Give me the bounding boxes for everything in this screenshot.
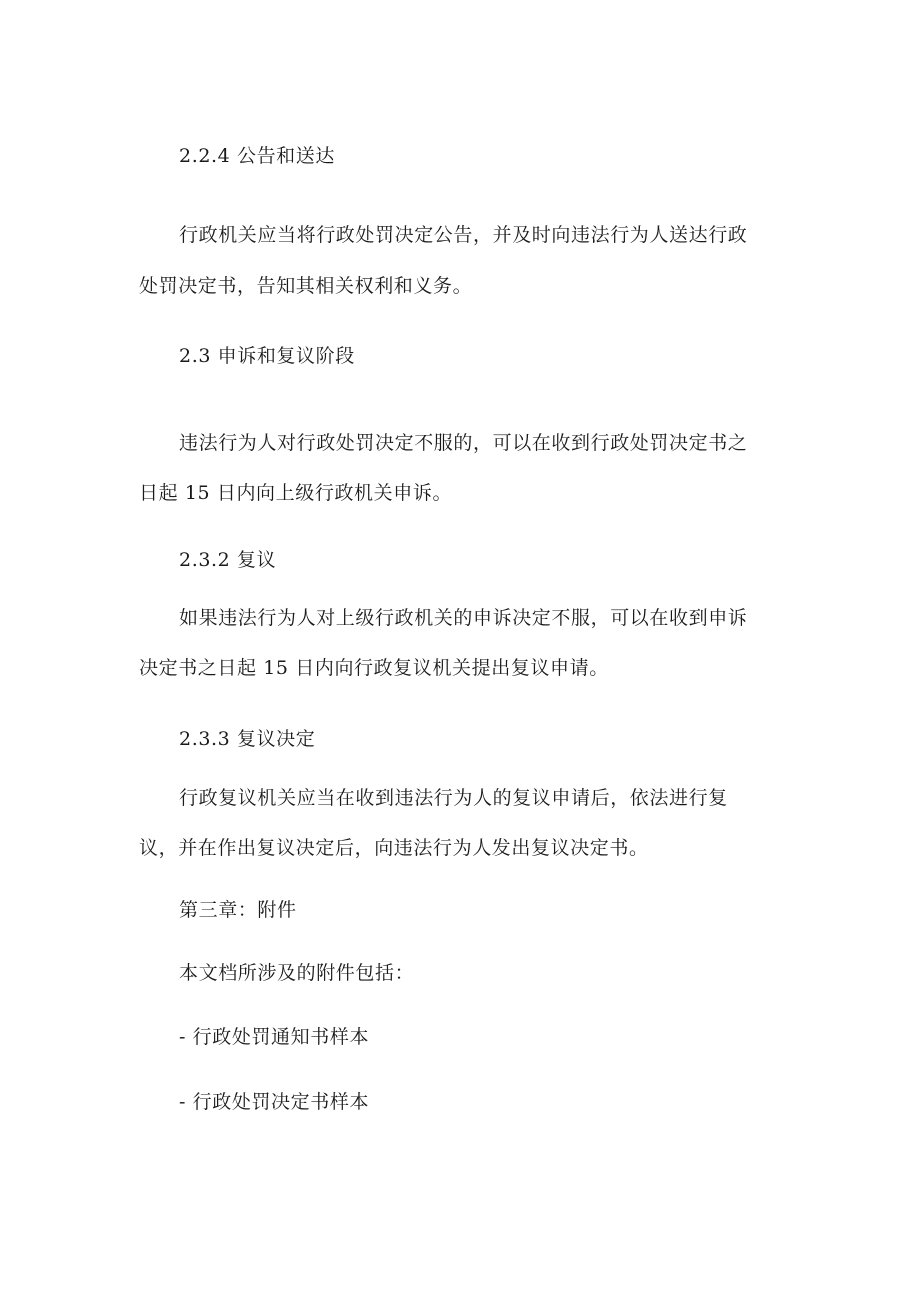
chapter-heading: 第三章：附件 (179, 899, 297, 921)
section-heading-2-3-3: 2.3.3 复议决定 (179, 728, 316, 750)
section-heading-2-2-4: 2.2.4 公告和送达 (179, 145, 335, 167)
paragraph-line: 行政复议机关应当在收到违法行为人的复议申请后，依法进行复 (179, 787, 728, 809)
paragraph-line: 议，并在作出复议决定后，向违法行为人发出复议决定书。 (139, 837, 649, 859)
list-item: - 行政处罚通知书样本 (179, 1026, 370, 1048)
paragraph-line: 违法行为人对行政处罚决定不服的，可以在收到行政处罚决定书之 (179, 432, 748, 454)
paragraph-line: 行政机关应当将行政处罚决定公告，并及时向违法行为人送达行政 (179, 224, 748, 246)
section-heading-2-3-2: 2.3.2 复议 (179, 549, 277, 571)
paragraph-line: 处罚决定书，告知其相关权利和义务。 (139, 275, 473, 297)
paragraph-line: 日起 15 日内向上级行政机关申诉。 (139, 482, 453, 504)
list-item: - 行政处罚决定书样本 (179, 1091, 370, 1113)
paragraph-line: 本文档所涉及的附件包括： (179, 962, 415, 984)
paragraph-line: 决定书之日起 15 日内向行政复议机关提出复议申请。 (139, 657, 609, 679)
paragraph-line: 如果违法行为人对上级行政机关的申诉决定不服，可以在收到申诉 (179, 607, 748, 629)
section-heading-2-3: 2.3 申诉和复议阶段 (179, 345, 355, 367)
